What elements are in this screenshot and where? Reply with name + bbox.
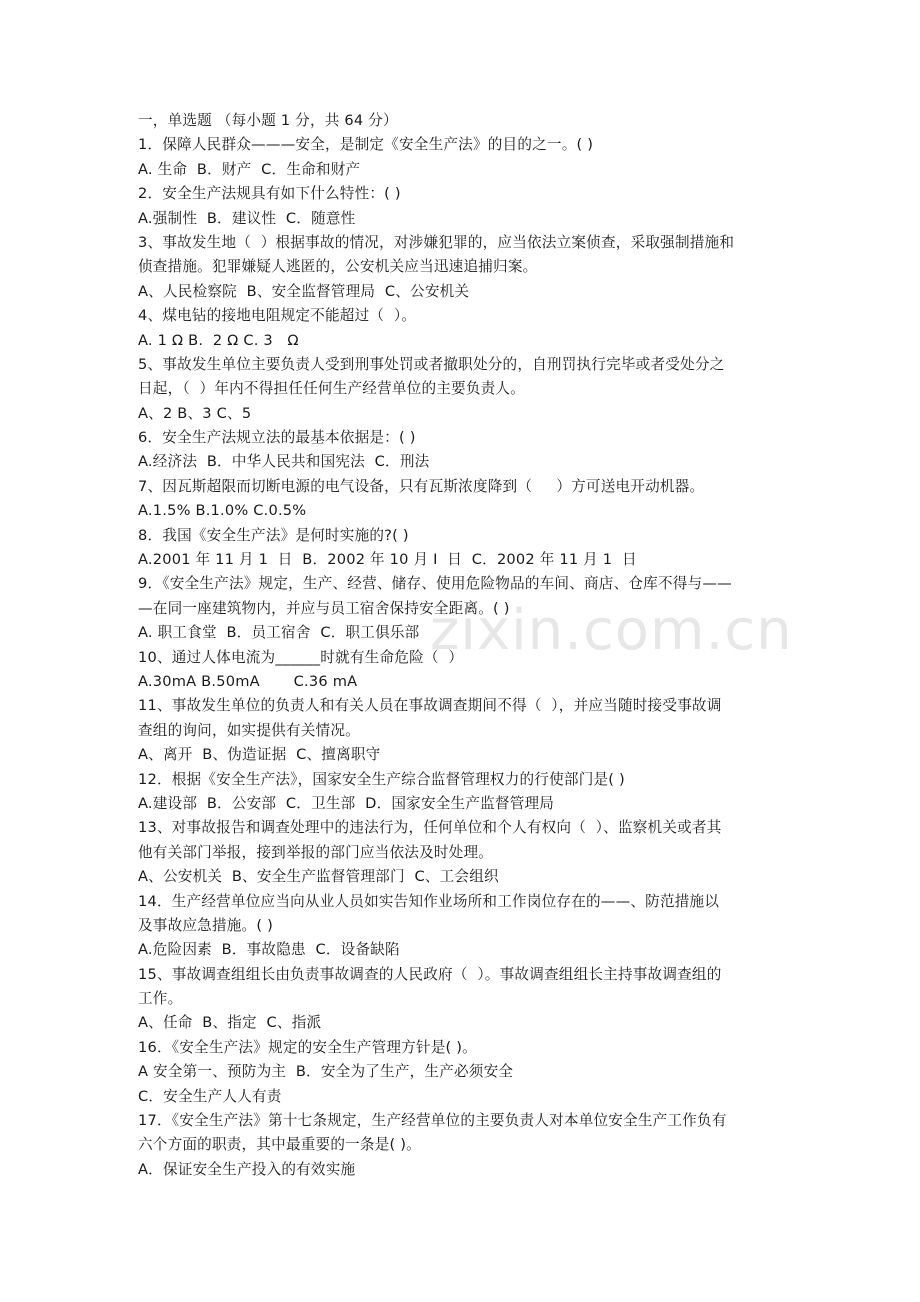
text-line: A、人民检察院 B、安全监督管理局 C、公安机关	[138, 282, 470, 300]
text-line: 17．《安全生产法》第十七条规定，生产经营单位的主要负责人对本单位安全生产工作负有	[138, 1112, 727, 1130]
text-line: 一，单选题 （每小题 1 分，共 64 分）	[138, 112, 398, 129]
text-line: A.30mA B.50mA C.36 mA	[138, 672, 358, 690]
text-line: A.危险因素 B．事故隐患 C．设备缺陷	[138, 941, 400, 959]
text-line: A、公安机关 B、安全生产监督管理部门 C、工会组织	[138, 868, 499, 886]
text-line: —在同一座建筑物内，并应与员工宿舍保持安全距离。( )	[138, 599, 510, 617]
text-line: A. 1 Ω B. 2 Ω C. 3 Ω	[138, 331, 299, 349]
text-line: 查组的询问，如实提供有关情况。	[138, 721, 360, 739]
text-line: 侦查措施。犯罪嫌疑人逃匿的，公安机关应当迅速追捕归案。	[138, 258, 538, 276]
text-line: A、离开 B、伪造证据 C、擅离职守	[138, 746, 381, 764]
text-line: A、任命 B、指定 C、指派	[138, 1014, 322, 1032]
text-line: 六个方面的职责，其中最重要的一条是( )。	[138, 1136, 421, 1154]
text-line: 6．安全生产法规立法的最基本依据是：( )	[138, 429, 416, 447]
text-line: A、2 B、3 C、5	[138, 404, 252, 422]
text-line: A.1.5% B.1.0% C.0.5%	[138, 502, 307, 520]
document-body	[138, 109, 786, 1182]
text-line: A 安全第一、预防为主 B．安全为了生产，生产必须安全	[138, 1063, 514, 1081]
text-line: 16．《安全生产法》规定的安全生产管理方针是( )。	[138, 1038, 477, 1056]
text-line: 工作。	[138, 990, 183, 1008]
text-line: A.强制性 B．建议性 C．随意性	[138, 209, 356, 227]
text-line: 及事故应急措施。( )	[138, 916, 273, 934]
text-line: 10、通过人体电流为______时就有生命危险（ ）	[138, 648, 464, 666]
text-line: 日起，（ ）年内不得担任任何生产经营单位的主要负责人。	[138, 380, 526, 398]
text-line: 8．我国《安全生产法》是何时实施的?( )	[138, 526, 409, 544]
text-line: 1．保障人民群众———安全，是制定《安全生产法》的目的之一。( )	[138, 136, 594, 154]
text-line: A. 生命 B．财产 C．生命和财产	[138, 160, 361, 178]
text-line: 15、事故调查组组长由负责事故调查的人民政府（ ）。事故调查组组长主持事故调查组的	[138, 965, 722, 983]
text-line: A.建设部 B．公安部 C．卫生部 D．国家安全生产监督管理局	[138, 794, 555, 812]
text-line: A.2001 年 11 月 1 日 B．2002 年 10 月 I 日 C．2002 年 11 月 1 日	[138, 551, 637, 569]
text-line: 2．安全生产法规具有如下什么特性：( )	[138, 185, 401, 203]
text-line: 9．《安全生产法》规定，生产、经营、储存、使用危险物品的车间、商店、仓库不得与——	[138, 575, 732, 593]
text-line: 5、事故发生单位主要负责人受到刑事处罚或者撤职处分的，自刑罚执行完毕或者受处分之	[138, 355, 725, 373]
text-line: 14．生产经营单位应当向从业人员如实告知作业场所和工作岗位存在的——、防范措施以	[138, 892, 720, 910]
watermark: zixin.com.cn	[430, 598, 793, 663]
text-line: A. 职工食堂 B．员工宿舍 C．职工俱乐部	[138, 624, 420, 642]
text-line: 11、事故发生单位的负责人和有关人员在事故调查期间不得（ ），并应当随时接受事故调	[138, 697, 722, 715]
text-line: 4、煤电钻的接地电阻规定不能超过（ ）。	[138, 307, 417, 325]
text-line: 13、对事故报告和调查处理中的违法行为，任何单位和个人有权向（ ）、监察机关或者其	[138, 819, 722, 837]
text-line: 12．根据《安全生产法》，国家安全生产综合监督管理权力的行使部门是( )	[138, 770, 625, 788]
text-line: A.经济法 B．中华人民共和国宪法 C．刑法	[138, 453, 430, 471]
text-line: 3、事故发生地（ ）根据事故的情况，对涉嫌犯罪的，应当依法立案侦查，采取强制措施和	[138, 233, 735, 251]
text-line: A．保证安全生产投入的有效实施	[138, 1160, 356, 1178]
text-line: C．安全生产人人有责	[138, 1087, 282, 1105]
text-line: 7、因瓦斯超限而切断电源的电气设备，只有瓦斯浓度降到（ ）方可送电开动机器。	[138, 477, 705, 495]
text-line: 他有关部门举报，接到举报的部门应当依法及时处理。	[138, 843, 494, 861]
